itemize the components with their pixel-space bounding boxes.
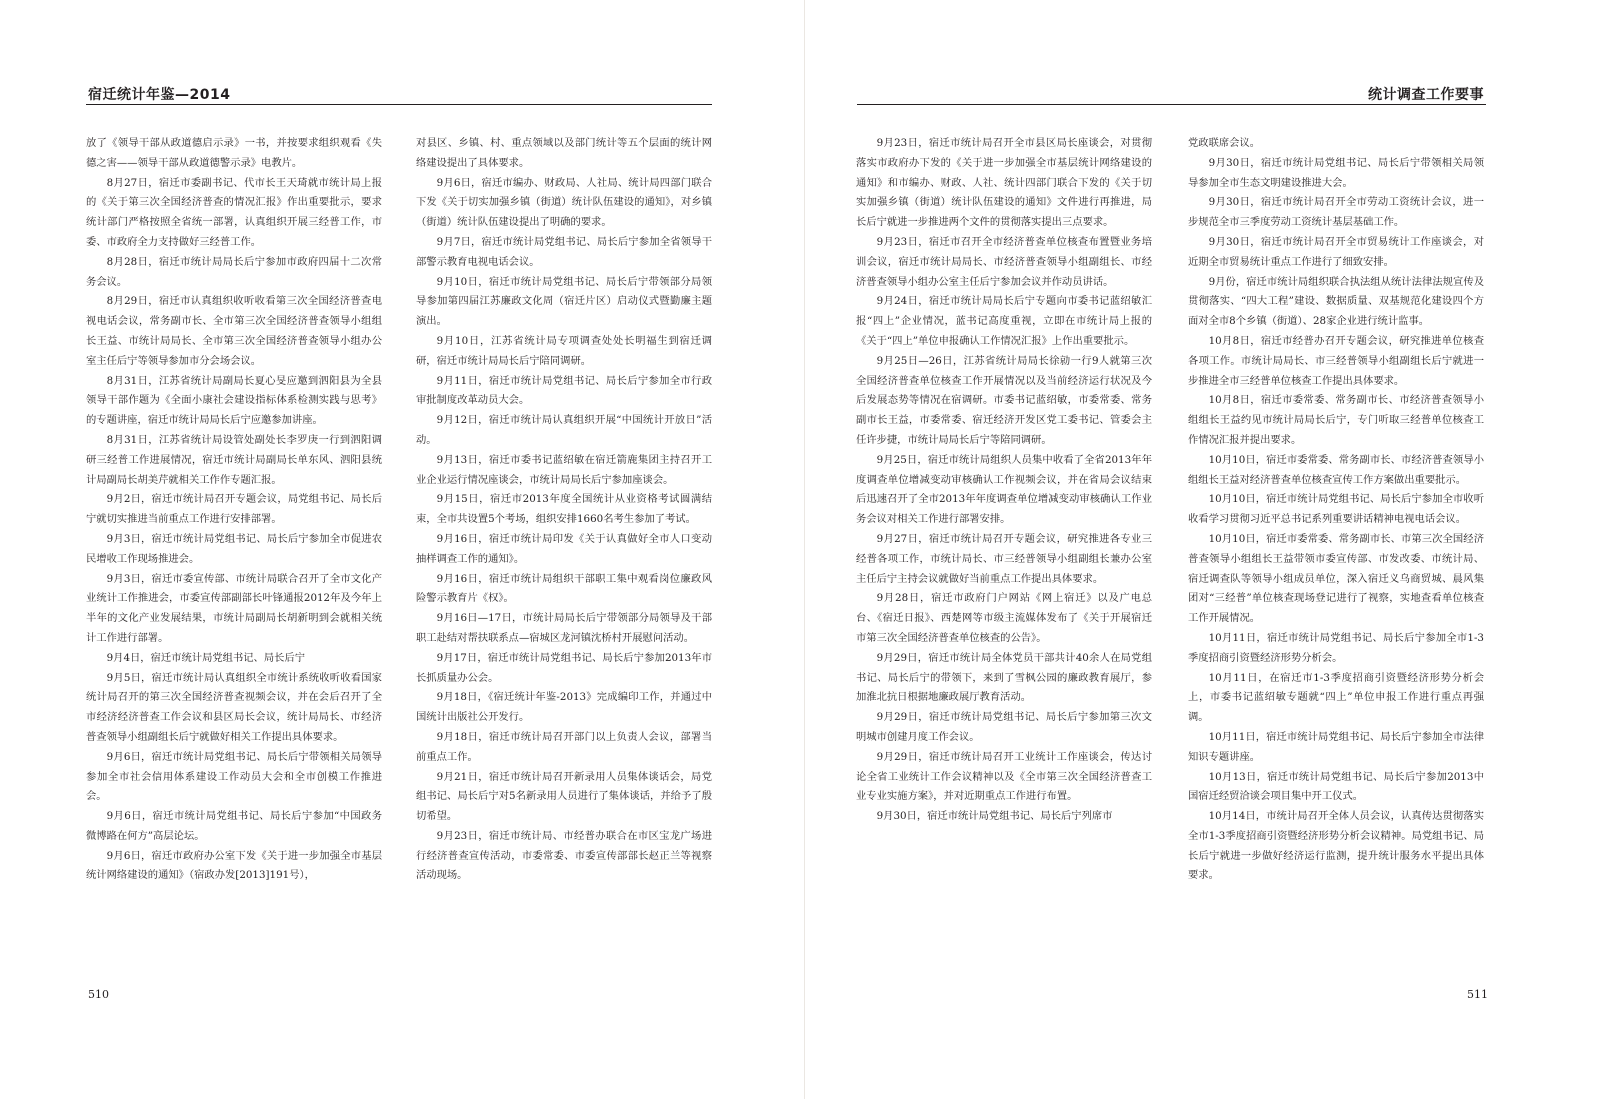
paragraph: 9月18日，宿迁市统计局召开部门以上负责人会议，部署当前重点工作。 (416, 730, 712, 763)
right-page (805, 0, 1609, 1099)
paragraph: 8月27日，宿迁市委副书记、代市长王天琦就市统计局上报的《关于第三次全国经济普查的情况汇报》作出重要批示，要求统计部门严格按照全省统一部署，认真组织开展三经普工作，市委、市政府全力支持做好三经普工作。 (86, 176, 382, 248)
paragraph: 9月3日，宿迁市委宣传部、市统计局联合召开了全市文化产业统计工作推进会，市委宣传部副部长叶锋通报2012年及今年上半年的文化产业发展结果，市统计局副局长胡新明到会就相关统计工作进行部署。 (86, 572, 382, 644)
paragraph: 9月29日，宿迁市统计局党组书记、局长后宁参加第三次文明城市创建月度工作会议。 (856, 711, 1152, 743)
paragraph: 10月11日，在宿迁市1-3季度招商引资暨经济形势分析会上，市委书记蓝绍敏专题就“四上”单位申报工作进行重点再强调。 (1188, 671, 1484, 724)
right-page-column-1 (856, 134, 1152, 1004)
paragraph: 对县区、乡镇、村、重点领域以及部门统计等五个层面的统计网络建设提出了具体要求。 (416, 137, 712, 169)
paragraph: 9月25日，宿迁市统计局组织人员集中收看了全省2013年年度调查单位增减变动审核确认工作视频会议，并在省局会议结束后迅速召开了全市2013年年度调查单位增减变动审核确认工作业务会议对相关工作进行部署安排。 (856, 453, 1152, 526)
running-header-left: 宿迁统计年鉴—2014 (88, 87, 231, 103)
paragraph: 9月25日—26日，江苏省统计局局长徐勍一行9人就第三次全国经济普查单位核查工作开展情况以及当前经济运行状况及今后发展态势等情况在宿调研。市委书记蓝绍敏，市委常委、常务副市长王益，市委常委、宿迁经济开发区党工委书记、管委会主任许步捷，市统计局局长后宁等陪同调研。 (856, 354, 1152, 446)
paragraph: 10月11日，宿迁市统计局党组书记、局长后宁参加全市法律知识专题讲座。 (1188, 730, 1484, 763)
paragraph: 10月11日，宿迁市统计局党组书记、局长后宁参加全市1-3季度招商引资暨经济形势分析会。 (1188, 631, 1484, 664)
paragraph: 9月15日，宿迁市2013年度全国统计从业资格考试圆满结束，全市共设置5个考场，组织安排1660名考生参加了考试。 (416, 493, 712, 526)
paragraph: 10月14日，市统计局召开全体人员会议，认真传达贯彻落实全市1-3季度招商引资暨经济形势分析会议精神。局党组书记、局长后宁就进一步做好经济运行监测，提升统计服务水平提出具体要求。 (1188, 810, 1484, 882)
paragraph: 9月29日，宿迁市统计局全体党员干部共计40余人在局党组书记、局长后宁的带领下，来到了雪枫公园的廉政教育展厅，参加淮北抗日根据地廉政展厅教育活动。 (856, 651, 1152, 704)
paragraph: 9月11日，宿迁市统计局党组书记、局长后宁参加全市行政审批制度改革动员大会。 (416, 374, 712, 407)
paragraph: 9月6日，宿迁市统计局党组书记、局长后宁带领相关局领导参加全市社会信用体系建设工作动员大会和全市创模工作推进会。 (86, 750, 382, 803)
paragraph: 9月30日，宿迁市统计局召开全市贸易统计工作座谈会，对近期全市贸易统计重点工作进行了细致安排。 (1188, 235, 1484, 268)
paragraph: 9月12日，宿迁市统计局认真组织开展“中国统计开放日”活动。 (416, 414, 712, 446)
paragraph: 9月3日，宿迁市统计局党组书记、局长后宁参加全市促进农民增收工作现场推进会。 (86, 532, 382, 565)
paragraph: 9月18日，《宿迁统计年鉴-2013》完成编印工作，并通过中国统计出版社公开发行。 (416, 691, 712, 724)
paragraph: 9月6日，宿迁市编办、财政局、人社局、统计局四部门联合下发《关于切实加强乡镇（街道）统计队伍建设的通知》，对乡镇（街道）统计队伍建设提出了明确的要求。 (416, 176, 712, 229)
paragraph: 10月13日，宿迁市统计局党组书记、局长后宁参加2013中国宿迁经贸洽谈会项目集中开工仪式。 (1188, 770, 1484, 803)
paragraph: 9月30日，宿迁市统计局召开全市劳动工资统计会议，进一步规范全市三季度劳动工资统计基层基础工作。 (1188, 196, 1484, 229)
paragraph: 9月30日，宿迁市统计局党组书记、局长后宁带领相关局领导参加全市生态文明建设推进大会。 (1188, 156, 1484, 189)
page-number-left: 510 (88, 988, 109, 1001)
paragraph: 9月17日，宿迁市统计局党组书记、局长后宁参加2013年市长抓质量办公会。 (416, 651, 712, 684)
running-header-right: 统计调查工作要事 (1368, 87, 1484, 103)
paragraph: 10月10日，宿迁市委常委、常务副市长、市第三次全国经济普查领导小组组长王益带领市委宣传部、市发改委、市统计局、宿迁调查队等领导小组成员单位，深入宿迁义乌商贸城、晨风集团对“三经普”单位核查现场登记进行了视察，实地查看单位核查工作开展情况。 (1188, 532, 1484, 625)
paragraph: 9月16日，宿迁市统计局组织干部职工集中观看岗位廉政风险警示教育片《权》。 (416, 572, 712, 605)
header-rule-right (857, 104, 1486, 105)
paragraph: 9月4日，宿迁市统计局党组书记、局长后宁 (106, 651, 306, 664)
paragraph: 9月10日，江苏省统计局专项调查处处长明福生到宿迁调研，宿迁市统计局局长后宁陪同调研。 (416, 334, 712, 367)
paragraph: 9月27日，宿迁市统计局召开专题会议，研究推进各专业三经普各项工作，市统计局长、市三经普领导小组副组长兼办公室主任后宁主持会议就做好当前重点工作提出具体要求。 (856, 532, 1152, 585)
paragraph: 8月28日，宿迁市统计局局长后宁参加市政府四届十二次常务会议。 (86, 255, 382, 288)
paragraph: 9月30日，宿迁市统计局党组书记、局长后宁列席市 (876, 810, 1113, 823)
paragraph: 10月10日，宿迁市统计局党组书记、局长后宁参加全市收听收看学习贯彻习近平总书记系列重要讲话精神电视电话会议。 (1188, 493, 1484, 526)
paragraph: 10月8日，宿迁市委常委、常务副市长、市经济普查领导小组组长王益约见市统计局局长后宁，专门听取三经普单位核查工作情况汇报并提出要求。 (1188, 394, 1484, 446)
paragraph: 9月23日，宿迁市统计局、市经普办联合在市区宝龙广场进行经济普查宣传活动，市委常委、市委宣传部部长赵正兰等视察活动现场。 (416, 829, 712, 882)
paragraph: 10月10日，宿迁市委常委、常务副市长、市经济普查领导小组组长王益对经济普查单位核查宣传工作方案做出重要批示。 (1188, 453, 1484, 486)
paragraph: 8月31日，江苏省统计局设管处副处长李罗庚一行到泗阳调研三经普工作进展情况，宿迁市统计局副局长单东风、泗阳县统计局副局长胡美芹就相关工作作专题汇报。 (86, 433, 382, 486)
paragraph: 党政联席会议。 (1188, 137, 1261, 149)
paragraph: 9月13日，宿迁市委书记蓝绍敏在宿迁箭鹿集团主持召开工业企业运行情况座谈会，市统计局局长后宁参加座谈会。 (416, 453, 712, 486)
paragraph: 9月16日—17日，市统计局局长后宁带领部分局领导及干部职工赴结对帮扶联系点—宿城区龙河镇沈桥村开展慰问活动。 (416, 612, 712, 644)
paragraph: 放了《领导干部从政道德启示录》一书，并按要求组织观看《失德之害——领导干部从政道德警示录》电教片。 (86, 137, 382, 169)
paragraph: 9月2日，宿迁市统计局召开专题会议，局党组书记、局长后宁就切实推进当前重点工作进行安排部署。 (86, 493, 382, 526)
paragraph: 9月16日，宿迁市统计局印发《关于认真做好全市人口变动抽样调查工作的通知》。 (416, 532, 712, 565)
paragraph: 9月23日，宿迁市统计局召开全市县区局长座谈会，对贯彻落实市政府办下发的《关于进一步加强全市基层统计网络建设的通知》和市编办、财政、人社、统计四部门联合下发的《关于切实加强乡镇（街道）统计队伍建设的通知》文件进行再推进，局长后宁就进一步推进两个文件的贯彻落实提出三点要求。 (856, 137, 1152, 229)
paragraph: 9月6日，宿迁市统计局党组书记、局长后宁参加“中国政务微博路在何方”高层论坛。 (86, 810, 382, 842)
paragraph: 9月29日，宿迁市统计局召开工业统计工作座谈会，传达讨论全省工业统计工作会议精神以及《全市第三次全国经济普查工业专业实施方案》，并对近期重点工作进行布置。 (856, 750, 1152, 803)
header-rule-left (86, 104, 712, 105)
paragraph: 8月29日，宿迁市认真组织收听收看第三次全国经济普查电视电话会议，常务副市长、全市第三次全国经济普查领导小组组长王益、市统计局局长、全市第三次全国经济普查领导小组办公室主任后宁等领导参加市分会场会议。 (86, 295, 382, 367)
paragraph: 10月8日，宿迁市经普办召开专题会议，研究推进单位核查各项工作。市统计局局长、市三经普领导小组副组长后宁就进一步推进全市三经普单位核查工作提出具体要求。 (1188, 334, 1484, 387)
paragraph: 9月21日，宿迁市统计局召开新录用人员集体谈话会，局党组书记、局长后宁对5名新录用人员进行了集体谈话，并给予了殷切希望。 (416, 770, 712, 823)
paragraph: 9月6日，宿迁市政府办公室下发《关于进一步加强全市基层统计网络建设的通知》（宿政办发[2013]191号）， (86, 849, 382, 882)
left-page-column-1 (86, 134, 382, 1004)
page-number-right: 511 (1467, 988, 1488, 1001)
paragraph: 9月24日，宿迁市统计局局长后宁专题向市委书记蓝绍敏汇报“四上”企业情况，蓝书记高度重视，立即在市统计局上报的《关于“四上”单位申报确认工作情况汇报》上作出重要批示。 (856, 295, 1152, 347)
left-page-column-2 (416, 134, 712, 1004)
paragraph: 9月23日，宿迁市召开全市经济普查单位核查布置暨业务培训会议，宿迁市统计局局长、市经济普查领导小组副组长、市经济普查领导小组办公室主任后宁参加会议并作动员讲话。 (856, 235, 1152, 288)
paragraph: 9月7日，宿迁市统计局党组书记、局长后宁参加全省领导干部警示教育电视电话会议。 (416, 235, 712, 268)
paragraph: 8月31日，江苏省统计局副局长夏心旻应邀到泗阳县为全县领导干部作题为《全面小康社会建设指标体系检测实践与思考》的专题讲座，宿迁市统计局局长后宁应邀参加讲座。 (86, 374, 382, 427)
left-page (0, 0, 804, 1099)
paragraph: 9月28日，宿迁市政府门户网站《网上宿迁》以及广电总台、《宿迁日报》、西楚网等市级主流媒体发布了《关于开展宿迁市第三次全国经济普查单位核查的公告》。 (856, 592, 1152, 644)
paragraph: 9月10日，宿迁市统计局党组书记、局长后宁带领部分局领导参加第四届江苏廉政文化周（宿迁片区）启动仪式暨勤廉主题演出。 (416, 275, 712, 328)
paragraph: 9月5日，宿迁市统计局认真组织全市统计系统收听收看国家统计局召开的第三次全国经济普查视频会议，并在会后召开了全市经济经济普查工作会议和县区局长会议，统计局局长、市经济普查领导小组副组长后宁就做好相关工作提出具体要求。 (86, 671, 382, 743)
paragraph: 9月份，宿迁市统计局组织联合执法组从统计法律法规宣传及贯彻落实、“四大工程”建设、数据质量、双基规范化建设四个方面对全市8个乡镇（街道）、28家企业进行统计监事。 (1188, 275, 1484, 328)
right-page-column-2 (1188, 134, 1484, 1004)
